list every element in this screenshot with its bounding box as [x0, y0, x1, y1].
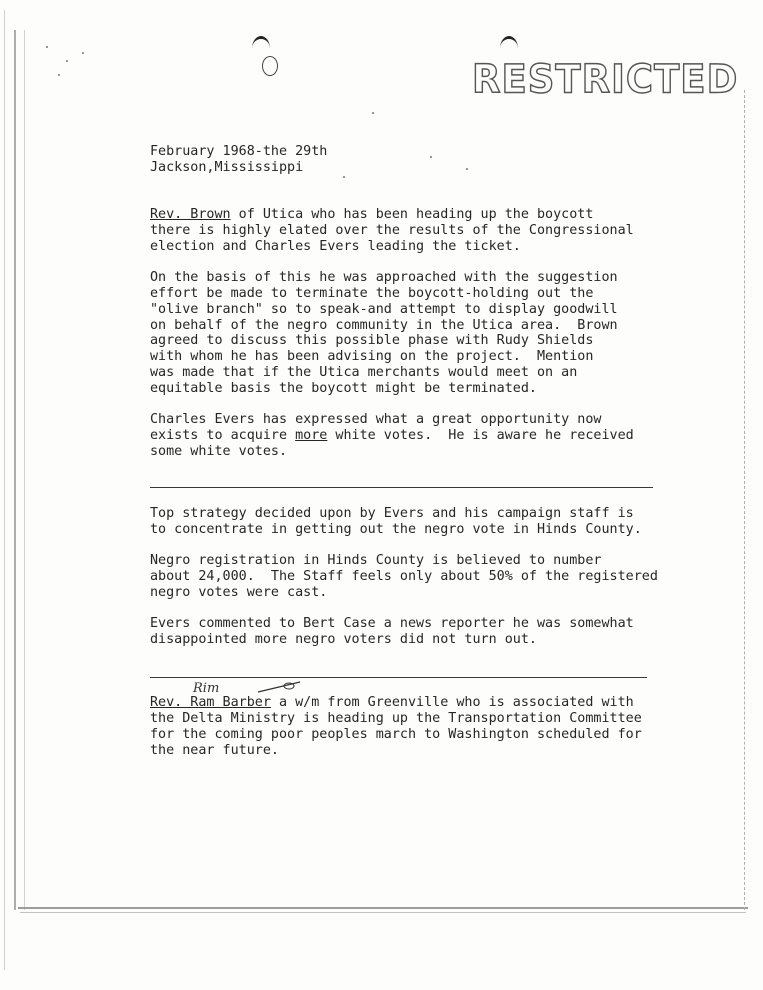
paragraph-2-line-8: equitable basis the boycott might be terminated. [150, 381, 537, 396]
paragraph-3-line-2-end: white votes. He is aware he received [327, 428, 634, 443]
paragraph-2-line-4: on behalf of the negro community in the Utica area. Brown [150, 318, 618, 333]
paragraph-2-line-7: was made that if the Utica merchants would meet on an [150, 365, 578, 380]
paragraph-7-line-3: for the coming poor peoples march to Washington scheduled for [150, 727, 642, 742]
scan-speck [46, 46, 48, 48]
paragraph-7-line-1-rest: a w/m from Greenville who is associated with [270, 695, 634, 710]
paragraph-2-line-6: with whom he has been advising on the project. Mention [150, 349, 594, 364]
scan-edge-bottom [18, 907, 748, 909]
section-divider-1 [150, 487, 653, 488]
paragraph-2-line-5: agreed to discuss this possible phase with Rudy Shields [150, 333, 594, 348]
paragraph-1-line-1-rest: of Utica who has been heading up the boycott [230, 207, 594, 222]
punch-hole-ring [262, 56, 278, 76]
scan-edge-left-outer [4, 10, 5, 970]
paragraph-1-line-2: there is highly elated over the results of the Congressional [150, 223, 634, 238]
paragraph-3-line-1: Charles Evers has expressed what a great opportunity now [150, 412, 602, 427]
rev-barber-name: Rev. Ram Barber [150, 695, 271, 710]
paragraph-5-line-1: Negro registration in Hinds County is believed to number [150, 553, 602, 568]
scan-speck [430, 156, 432, 158]
scan-speck [343, 176, 345, 178]
scan-edge-bottom-inner [20, 912, 746, 913]
paragraph-7-line-2: the Delta Ministry is heading up the Transportation Committee [150, 711, 642, 726]
paragraph-1-line-3: election and Charles Evers leading the ticket. [150, 239, 521, 254]
scan-edge-left [14, 30, 25, 910]
paragraph-5-line-3: negro votes were cast. [150, 585, 328, 600]
paragraph-2-line-1: On the basis of this he was approached with the suggestion [150, 270, 618, 285]
paragraph-6-line-1: Evers commented to Bert Case a news reporter he was somewhat [150, 616, 634, 631]
location-line: Jackson,Mississippi [150, 160, 304, 175]
paragraph-2-line-3: "olive branch" so to speak-and attempt to display goodwill [150, 302, 618, 317]
rev-brown-name: Rev. Brown [150, 207, 231, 222]
date-line: February 1968-the 29th [150, 144, 328, 159]
section-divider-2 [150, 677, 647, 678]
scan-speck [466, 168, 468, 170]
paragraph-3-line-2 [150, 428, 634, 444]
paragraph-4-line-2: to concentrate in getting out the negro vote in Hinds County. [150, 522, 642, 537]
handwritten-correction: Rim [193, 681, 220, 696]
emphasized-word-more: more [295, 428, 328, 443]
paragraph-5-line-2: about 24,000. The Staff feels only about 50% of the registered [150, 569, 658, 584]
handwritten-strike-mark [256, 678, 306, 696]
scan-speck [82, 52, 84, 54]
paragraph-1-line-1 [150, 207, 593, 223]
scan-speck [372, 112, 374, 114]
paragraph-7-line-1 [150, 695, 634, 711]
paragraph-7-line-4: the near future. [150, 743, 279, 758]
paragraph-3-line-3: some white votes. [150, 444, 288, 459]
paragraph-3-line-2-start: exists to acquire [150, 428, 296, 443]
paragraph-4-line-1: Top strategy decided upon by Evers and his campaign staff is [150, 506, 634, 521]
paragraph-6-line-2: disappointed more negro voters did not turn out. [150, 632, 537, 647]
paragraph-2-line-2: effort be made to terminate the boycott-holding out the [150, 286, 594, 301]
restricted-stamp: RESTRICTED [472, 56, 739, 103]
scan-edge-right [744, 90, 746, 910]
scan-speck [66, 60, 68, 62]
scan-speck [58, 74, 60, 76]
